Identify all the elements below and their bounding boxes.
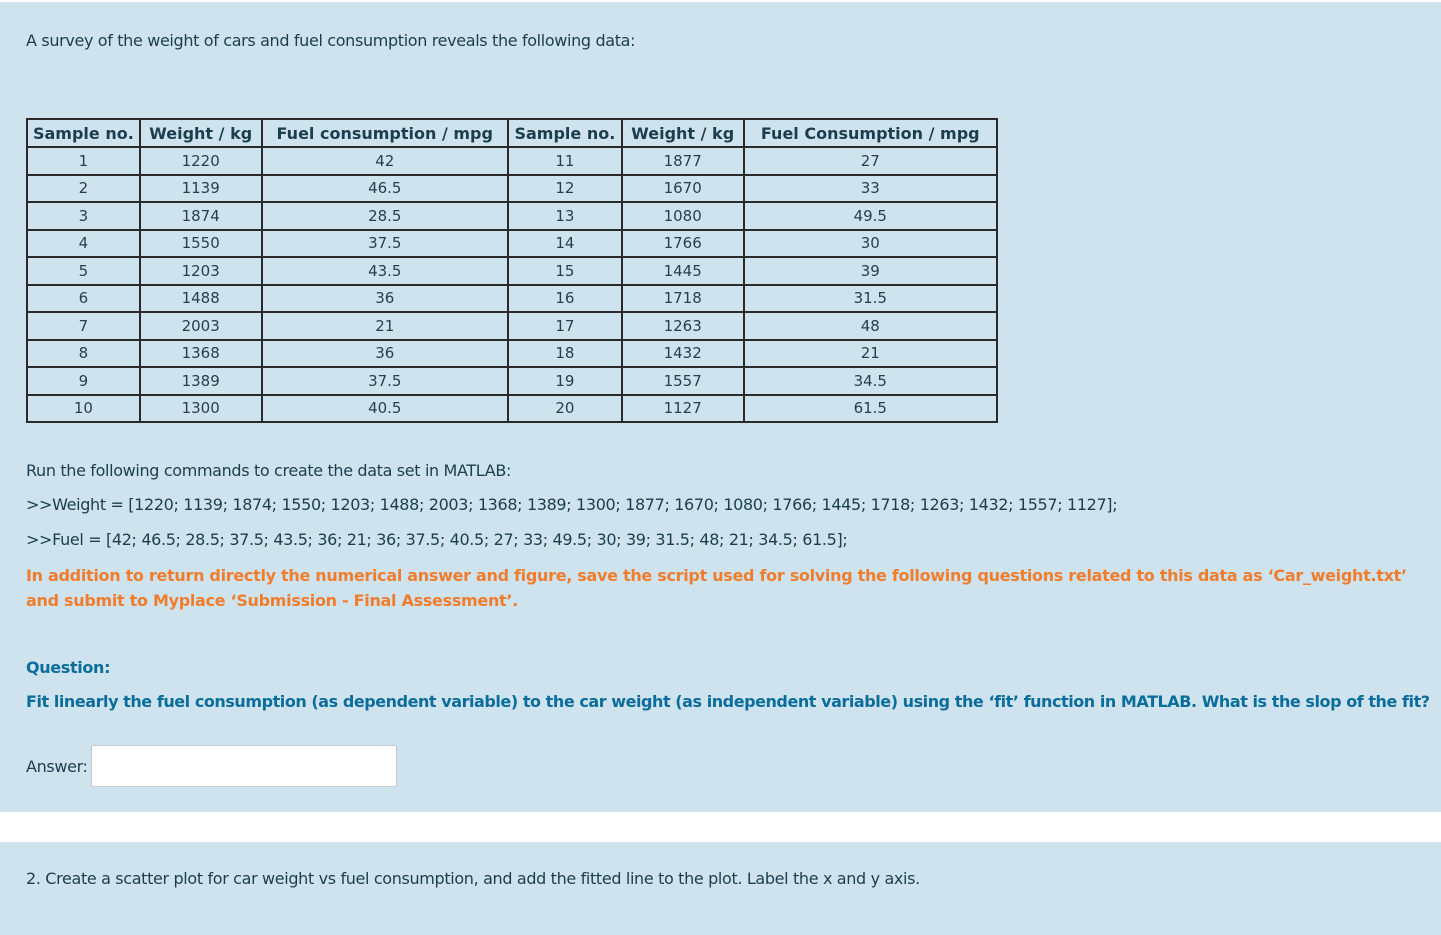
header-sample-no-2: Sample no. xyxy=(508,119,622,147)
table-cell: 48 xyxy=(744,312,997,340)
table-cell: 2003 xyxy=(140,312,262,340)
table-cell: 34.5 xyxy=(744,367,997,395)
table-cell: 1488 xyxy=(140,285,262,313)
table-cell: 9 xyxy=(27,367,140,395)
table-cell: 16 xyxy=(508,285,622,313)
table-cell: 27 xyxy=(744,147,997,175)
header-fuel: Fuel consumption / mpg xyxy=(262,119,508,147)
table-cell: 42 xyxy=(262,147,508,175)
table-cell: 12 xyxy=(508,175,622,203)
table-cell: 14 xyxy=(508,230,622,258)
table-cell: 49.5 xyxy=(744,202,997,230)
table-cell: 4 xyxy=(27,230,140,258)
table-cell: 19 xyxy=(508,367,622,395)
table-cell: 17 xyxy=(508,312,622,340)
table-cell: 39 xyxy=(744,257,997,285)
table-cell: 1389 xyxy=(140,367,262,395)
table-cell: 18 xyxy=(508,340,622,368)
data-table xyxy=(26,118,998,423)
run-instructions: Run the following commands to create the data set in MATLAB: xyxy=(26,461,511,480)
table-cell: 46.5 xyxy=(262,175,508,203)
table-cell: 2 xyxy=(27,175,140,203)
table-cell: 1445 xyxy=(622,257,744,285)
table-row xyxy=(27,367,997,395)
header-weight: Weight / kg xyxy=(140,119,262,147)
intro-text: A survey of the weight of cars and fuel consumption reveals the following data: xyxy=(26,31,636,50)
table-cell: 1368 xyxy=(140,340,262,368)
table-row xyxy=(27,312,997,340)
table-cell: 1080 xyxy=(622,202,744,230)
table-cell: 13 xyxy=(508,202,622,230)
table-cell: 10 xyxy=(27,395,140,423)
weight-command: >>Weight = [1220; 1139; 1874; 1550; 1203; 1488; 2003; 1368; 1389; 1300; 1877; 1670; 1080; 1766; 1445; 1718; 1263; 1432; 1557; 1127]; xyxy=(26,495,1118,514)
table-cell: 28.5 xyxy=(262,202,508,230)
table-cell: 1557 xyxy=(622,367,744,395)
table-cell: 31.5 xyxy=(744,285,997,313)
table-cell: 8 xyxy=(27,340,140,368)
table-header-row xyxy=(27,119,997,147)
table-cell: 37.5 xyxy=(262,230,508,258)
table-cell: 1670 xyxy=(622,175,744,203)
table-row xyxy=(27,285,997,313)
table-cell: 1 xyxy=(27,147,140,175)
table-cell: 1139 xyxy=(140,175,262,203)
table-row xyxy=(27,202,997,230)
table-cell: 1220 xyxy=(140,147,262,175)
table-cell: 1877 xyxy=(622,147,744,175)
answer-label: Answer: xyxy=(26,757,88,776)
table-cell: 5 xyxy=(27,257,140,285)
header-fuel-2: Fuel Consumption / mpg xyxy=(744,119,997,147)
table-cell: 20 xyxy=(508,395,622,423)
table-row xyxy=(27,340,997,368)
table-cell: 1432 xyxy=(622,340,744,368)
table-cell: 11 xyxy=(508,147,622,175)
table-cell: 21 xyxy=(744,340,997,368)
table-cell: 30 xyxy=(744,230,997,258)
question-1-panel xyxy=(0,2,1441,812)
table-cell: 61.5 xyxy=(744,395,997,423)
table-cell: 1550 xyxy=(140,230,262,258)
table-cell: 3 xyxy=(27,202,140,230)
table-row xyxy=(27,175,997,203)
table-row xyxy=(27,147,997,175)
table-cell: 1766 xyxy=(622,230,744,258)
table-row xyxy=(27,230,997,258)
table-cell: 1300 xyxy=(140,395,262,423)
table-cell: 36 xyxy=(262,340,508,368)
header-weight-2: Weight / kg xyxy=(622,119,744,147)
question-label: Question: xyxy=(26,658,111,677)
table-cell: 7 xyxy=(27,312,140,340)
question-2-text: 2. Create a scatter plot for car weight vs fuel consumption, and add the fitted line to the plot. Label the x and y axis. xyxy=(26,869,920,888)
table-cell: 36 xyxy=(262,285,508,313)
table-cell: 21 xyxy=(262,312,508,340)
question-2-panel xyxy=(0,842,1441,935)
table-cell: 6 xyxy=(27,285,140,313)
table-cell: 1263 xyxy=(622,312,744,340)
table-cell: 33 xyxy=(744,175,997,203)
fuel-command: >>Fuel = [42; 46.5; 28.5; 37.5; 43.5; 36; 21; 36; 37.5; 40.5; 27; 33; 49.5; 30; 39; 31.5; 48; 21; 34.5; 61.5]; xyxy=(26,530,848,549)
table-cell: 40.5 xyxy=(262,395,508,423)
table-cell: 15 xyxy=(508,257,622,285)
table-cell: 1203 xyxy=(140,257,262,285)
table-cell: 1127 xyxy=(622,395,744,423)
question-text: Fit linearly the fuel consumption (as dependent variable) to the car weight (as independent variable) using the ‘fit’ function in MATLAB. What is the slop of the fit? xyxy=(26,692,1430,711)
submission-note: In addition to return directly the numerical answer and figure, save the script used for solving the following questions related to this data as ‘Car_weight.txt’ and submit to Myplace ‘Submission - Final Assessment’. xyxy=(26,566,1407,610)
table-row xyxy=(27,257,997,285)
header-sample-no: Sample no. xyxy=(27,119,140,147)
table-cell: 43.5 xyxy=(262,257,508,285)
table-cell: 37.5 xyxy=(262,367,508,395)
table-cell: 1718 xyxy=(622,285,744,313)
table-cell: 1874 xyxy=(140,202,262,230)
answer-input[interactable] xyxy=(91,745,397,787)
table-row xyxy=(27,395,997,423)
